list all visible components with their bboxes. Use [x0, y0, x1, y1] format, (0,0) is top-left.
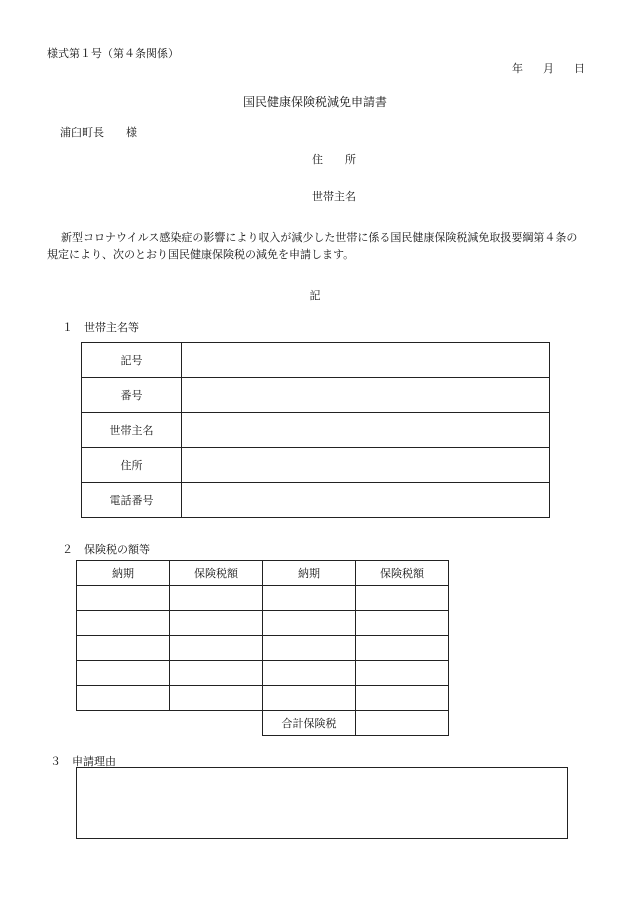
addressee: 浦臼町長 様	[60, 126, 137, 139]
table-row	[82, 448, 550, 483]
tax-amount-cell[interactable]	[170, 636, 263, 661]
due-period-cell[interactable]	[263, 586, 356, 611]
due-period-cell[interactable]	[77, 636, 170, 661]
ki-heading: 記	[309, 289, 321, 302]
date-year-label: 年	[512, 62, 523, 75]
applicant-address-label: 住 所	[312, 153, 356, 166]
address-field[interactable]	[182, 448, 550, 483]
table-row	[82, 343, 550, 378]
tax-amount-cell[interactable]	[170, 611, 263, 636]
application-statement: 新型コロナウイルス感染症の影響により収入が減少した世帯に係る国民健康保険税減免取扱要綱第４条の規定により、次のとおり国民健康保険税の減免を申請します。	[47, 231, 578, 261]
due-period-cell[interactable]	[77, 611, 170, 636]
due-period-cell[interactable]	[263, 636, 356, 661]
section-3-title: 申請理由	[72, 755, 116, 768]
tax-amount-cell[interactable]	[356, 686, 449, 711]
total-tax-label: 合計保険税	[263, 711, 356, 736]
section-1-heading	[62, 322, 139, 333]
section-3-number: ３	[50, 755, 61, 768]
table-row	[82, 378, 550, 413]
due-period-cell[interactable]	[263, 661, 356, 686]
table-header-row	[77, 561, 449, 586]
form-number: 様式第１号（第４条関係）	[47, 47, 179, 60]
total-row	[77, 711, 449, 736]
tax-amount-cell[interactable]	[356, 636, 449, 661]
tax-amount-cell[interactable]	[356, 661, 449, 686]
table-row	[77, 586, 449, 611]
application-reason-field[interactable]	[76, 767, 568, 839]
section-2-number: ２	[62, 543, 73, 556]
document-title: 国民健康保険税減免申請書	[242, 95, 387, 109]
due-period-cell[interactable]	[77, 586, 170, 611]
tax-amount-cell[interactable]	[356, 586, 449, 611]
table-row	[82, 413, 550, 448]
section-2-title: 保険税の額等	[84, 543, 150, 556]
due-period-cell[interactable]	[263, 686, 356, 711]
table-row	[77, 636, 449, 661]
section-1-number: １	[62, 321, 73, 334]
table-row	[77, 686, 449, 711]
table-row	[82, 483, 550, 518]
blank-cell	[170, 711, 263, 736]
tax-amount-cell[interactable]	[170, 686, 263, 711]
row-label-symbol: 記号	[82, 343, 182, 378]
tax-amount-table	[76, 560, 449, 736]
section-3-heading	[50, 756, 116, 767]
header-due-period: 納期	[77, 561, 170, 586]
section-1-title: 世帯主名等	[84, 321, 139, 334]
number-field[interactable]	[182, 378, 550, 413]
date-month-label: 月	[543, 62, 554, 75]
tax-amount-cell[interactable]	[170, 661, 263, 686]
due-period-cell[interactable]	[77, 686, 170, 711]
household-info-table	[81, 342, 550, 518]
table-row	[77, 611, 449, 636]
date-day-label: 日	[574, 62, 585, 75]
header-tax-amount: 保険税額	[356, 561, 449, 586]
section-2-heading	[62, 544, 150, 555]
due-period-cell[interactable]	[77, 661, 170, 686]
row-label-household-head: 世帯主名	[82, 413, 182, 448]
symbol-field[interactable]	[182, 343, 550, 378]
tax-amount-cell[interactable]	[356, 611, 449, 636]
row-label-phone: 電話番号	[82, 483, 182, 518]
applicant-household-head-label: 世帯主名	[312, 190, 356, 203]
row-label-number: 番号	[82, 378, 182, 413]
tax-amount-cell[interactable]	[170, 586, 263, 611]
total-tax-cell[interactable]	[356, 711, 449, 736]
table-row	[77, 661, 449, 686]
blank-cell	[77, 711, 170, 736]
date-line	[512, 63, 585, 74]
header-tax-amount: 保険税額	[170, 561, 263, 586]
header-due-period: 納期	[263, 561, 356, 586]
due-period-cell[interactable]	[263, 611, 356, 636]
phone-field[interactable]	[182, 483, 550, 518]
row-label-address: 住所	[82, 448, 182, 483]
household-head-field[interactable]	[182, 413, 550, 448]
